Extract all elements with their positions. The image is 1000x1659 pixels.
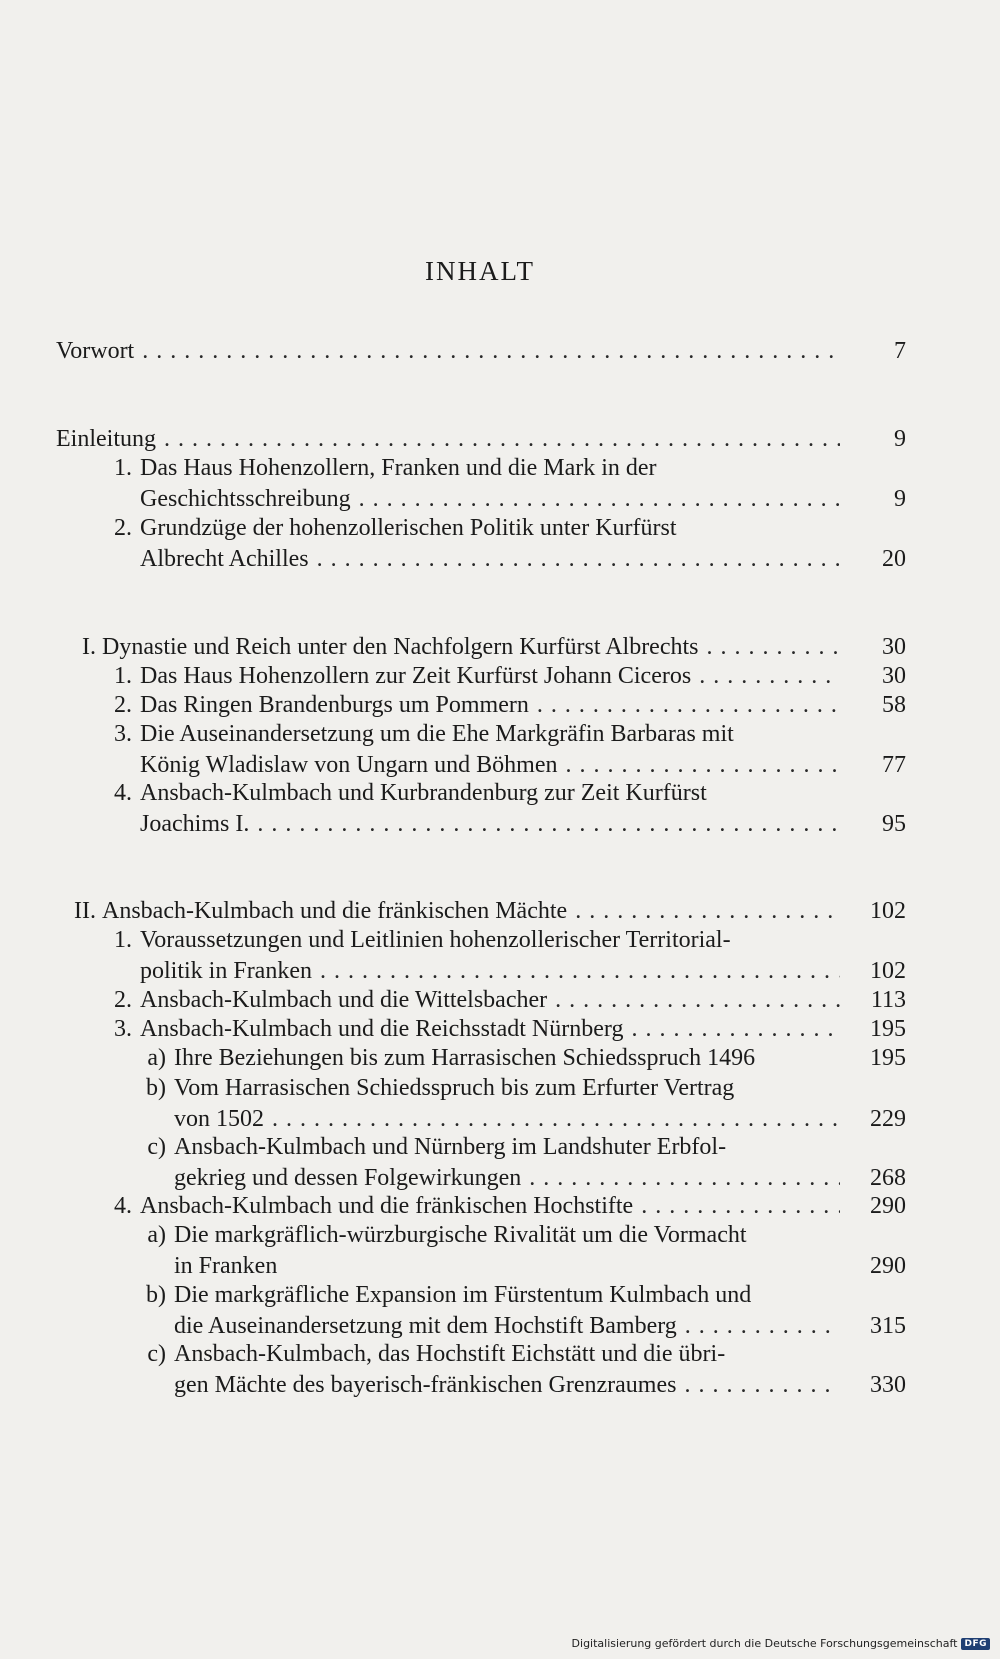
toc-page-number: 290 [870,1193,906,1219]
toc-text: Vorwort [56,338,135,364]
toc-page-number: 20 [882,546,906,572]
toc-text: Ansbach-Kulmbach und die fränkischen Mächte [102,898,568,924]
leader-dots [641,1191,840,1222]
toc-einleitung-1 [56,453,906,515]
toc-text-line2: Joachims I. [140,811,250,837]
toc-page-number: 7 [894,338,906,364]
toc-chapter-2-3-c [56,1132,906,1194]
digitization-footer [572,1637,990,1650]
leader-dots [257,809,840,840]
leader-dots [164,424,840,455]
toc-page-number: 77 [882,752,906,778]
toc-page-number: 30 [882,634,906,660]
toc-number: 3. [114,721,132,747]
toc-chapter-2-4 [56,1191,906,1222]
toc-page-number: 102 [870,958,906,984]
toc-number: a) [147,1222,166,1248]
toc-einleitung-2 [56,513,906,575]
toc-chapter-2-4-a [56,1220,906,1282]
toc-number: II. [74,898,96,924]
toc-chapter-1 [56,632,906,663]
toc-number: a) [147,1045,166,1071]
toc-number: 2. [114,692,132,718]
toc-einleitung [56,424,906,455]
footer-text: Digitalisierung gefördert durch die Deutsche Forschungsgemeinschaft [571,1637,958,1650]
toc-text-line1: Vom Harrasischen Schiedsspruch bis zum Erfurter Vertrag [174,1075,735,1101]
toc-number: 1. [114,663,132,689]
toc-text-line1: Grundzüge der hohenzollerischen Politik unter Kurfürst [140,515,677,541]
page-title: INHALT [425,256,535,286]
toc-number: 2. [114,987,132,1013]
toc-page-number: 195 [870,1045,906,1071]
toc-text-line2: die Auseinandersetzung mit dem Hochstift Bamberg [174,1313,677,1339]
toc-text: Das Ringen Brandenburgs um Pommern [140,692,529,718]
toc-text-line1: Das Haus Hohenzollern, Franken und die Mark in der [140,455,657,481]
toc-text-line1: Ansbach-Kulmbach, das Hochstift Eichstätt und die übri- [174,1341,726,1367]
toc-page-number: 30 [882,663,906,689]
toc-page-number: 229 [870,1106,906,1132]
toc-vorwort [56,336,906,367]
toc-chapter-2-3-b [56,1073,906,1135]
leader-dots [684,1370,840,1401]
leader-dots [555,985,840,1016]
toc-number: c) [147,1341,166,1367]
toc-text: Ansbach-Kulmbach und die fränkischen Hochstifte [140,1193,634,1219]
leader-dots [699,661,840,692]
toc-chapter-2-1 [56,925,906,987]
leader-dots [566,750,840,781]
toc-page-number: 330 [870,1372,906,1398]
toc-text-line2: in Franken [174,1253,278,1279]
toc-page-number: 102 [870,898,906,924]
toc-chapter-2-4-c [56,1339,906,1401]
toc-text: Einleitung [56,426,156,452]
toc-chapter-2 [56,896,906,927]
toc-text-line2: gen Mächte des bayerisch-fränkischen Grenzraumes [174,1372,677,1398]
toc-text-line2: Geschichtsschreibung [140,486,351,512]
toc-text: Das Haus Hohenzollern zur Zeit Kurfürst Johann Ciceros [140,663,692,689]
toc-text-line1: Die markgräfliche Expansion im Fürstentum Kulmbach und [174,1282,752,1308]
toc-chapter-2-4-b [56,1280,906,1342]
toc-text-line1: Die markgräflich-würzburgische Rivalität um die Vormacht [174,1222,747,1248]
dfg-logo: DFG [961,1638,990,1650]
toc-page-number: 58 [882,692,906,718]
leader-dots [537,690,840,721]
toc-page-number: 315 [870,1313,906,1339]
leader-dots [575,896,840,927]
toc-number: 1. [114,455,132,481]
leader-dots [272,1104,840,1135]
toc-chapter-1-3 [56,719,906,781]
leader-dots [317,544,840,575]
toc-chapter-1-1 [56,661,906,692]
toc-chapter-1-2 [56,690,906,721]
toc-text-line1: Ansbach-Kulmbach und Nürnberg im Landshuter Erbfol- [174,1134,727,1160]
toc-number: b) [146,1075,166,1101]
toc-text-line2: Albrecht Achilles [140,546,309,572]
toc-number: 4. [114,1193,132,1219]
toc-page-number: 95 [882,811,906,837]
toc-text: Ansbach-Kulmbach und die Reichsstadt Nürnberg [140,1016,624,1042]
toc-text: Ihre Beziehungen bis zum Harrasischen Schiedsspruch 1496 [174,1045,756,1071]
toc-chapter-2-3 [56,1014,906,1045]
toc-text-line1: Die Auseinandersetzung um die Ehe Markgräfin Barbaras mit [140,721,734,747]
toc-text: Dynastie und Reich unter den Nachfolgern Kurfürst Albrechts [102,634,699,660]
toc-page-number: 113 [870,987,906,1013]
leader-dots [529,1163,840,1194]
toc-text-line2: König Wladislaw von Ungarn und Böhmen [140,752,558,778]
toc-number: I. [82,634,96,660]
toc-number: 4. [114,780,132,806]
toc-chapter-1-4 [56,778,906,840]
toc-text-line1: Ansbach-Kulmbach und Kurbrandenburg zur Zeit Kurfürst [140,780,707,806]
leader-dots [631,1014,840,1045]
toc-page-number: 290 [870,1253,906,1279]
toc-page-number: 195 [870,1016,906,1042]
toc-number: 3. [114,1016,132,1042]
toc-page-number: 9 [894,426,906,452]
leader-dots [320,956,840,987]
toc-text-line2: politik in Franken [140,958,312,984]
toc-number: 1. [114,927,132,953]
toc-page-number: 268 [870,1165,906,1191]
toc-page-number: 9 [894,486,906,512]
leader-dots [685,1311,840,1342]
toc-text-line1: Voraussetzungen und Leitlinien hohenzollerischer Territorial- [140,927,731,953]
toc-text: Ansbach-Kulmbach und die Wittelsbacher [140,987,548,1013]
leader-dots [142,336,840,367]
toc-number: b) [146,1282,166,1308]
toc-text-line2: gekrieg und dessen Folgewirkungen [174,1165,522,1191]
leader-dots [707,632,841,663]
toc-number: 2. [114,515,132,541]
toc-text-line2: von 1502 [174,1106,264,1132]
toc-number: c) [147,1134,166,1160]
toc-chapter-2-2 [56,985,906,1016]
toc-chapter-2-3-a [56,1043,906,1074]
leader-dots [359,484,840,515]
